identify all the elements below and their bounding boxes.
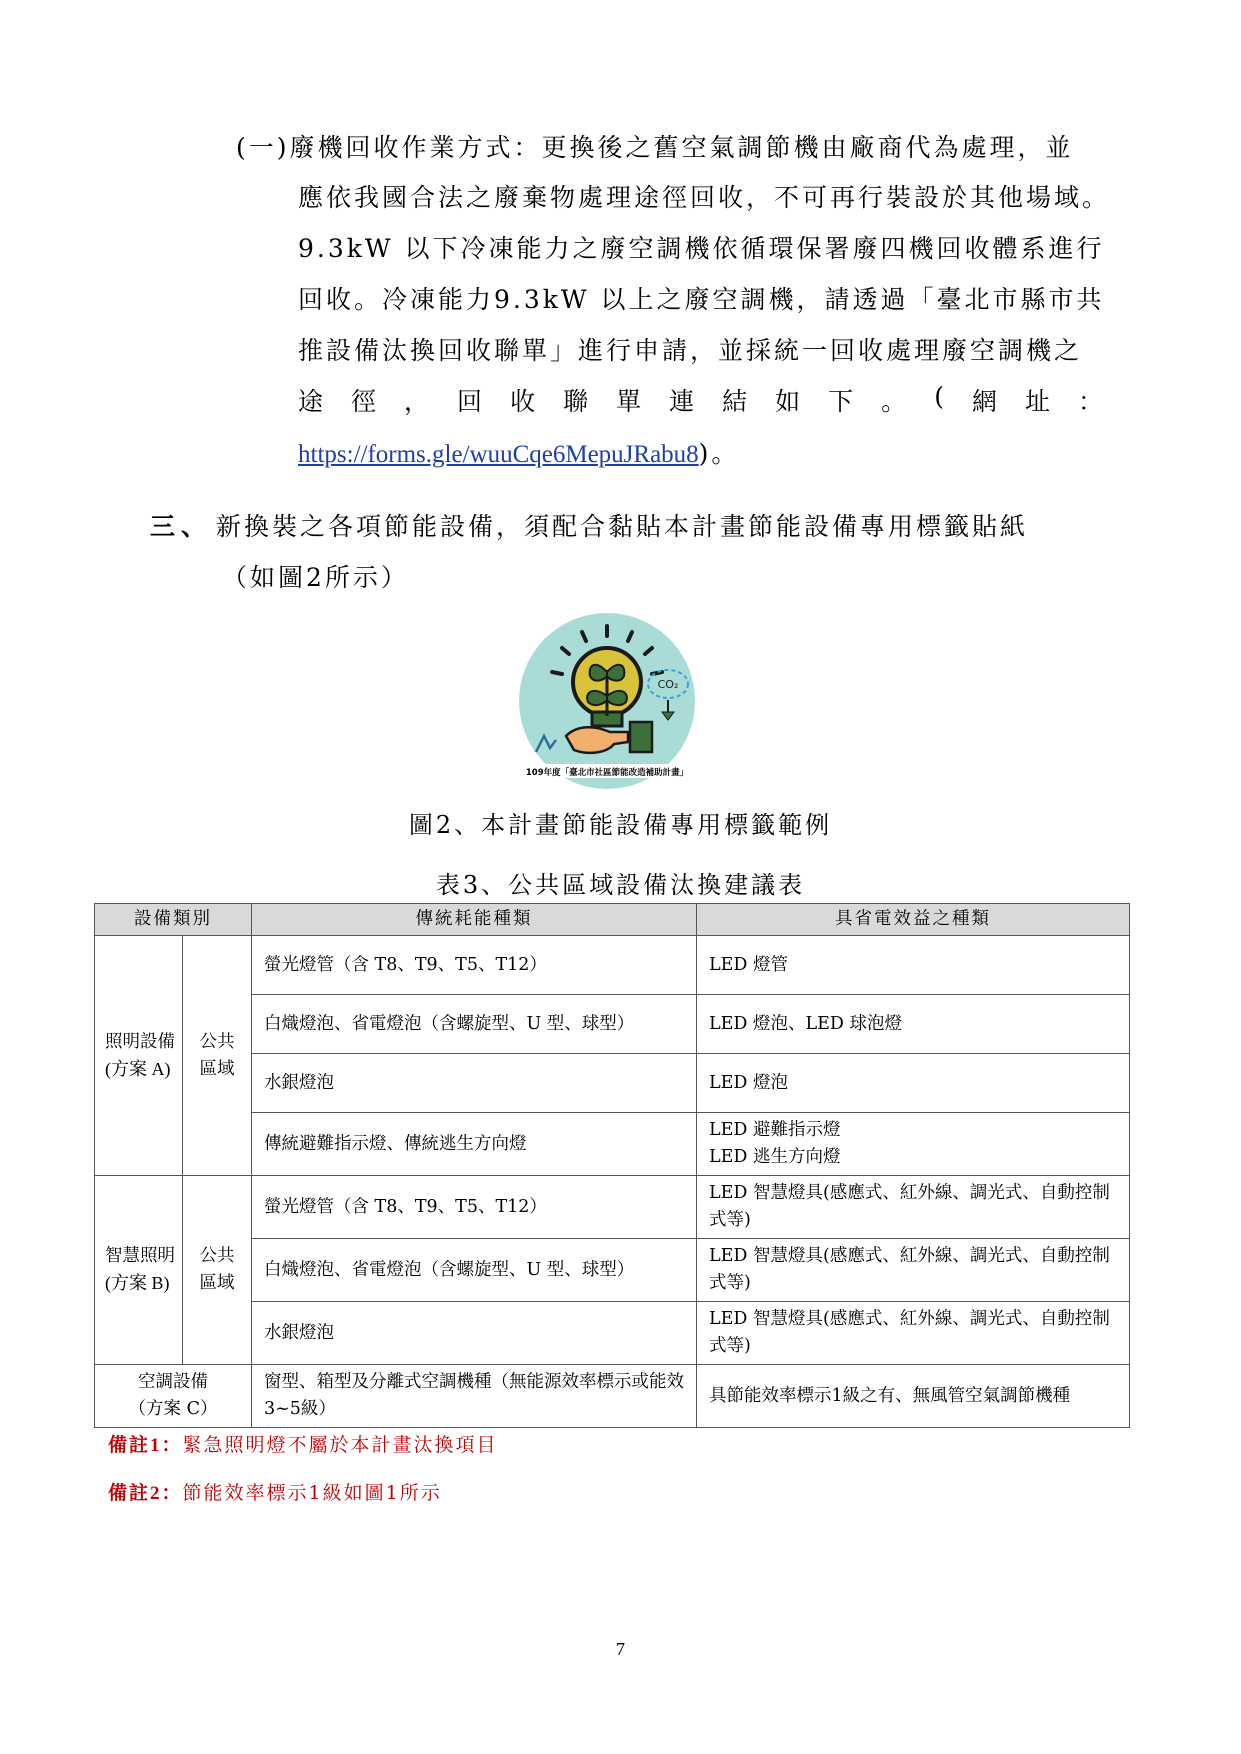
area-cell bbox=[183, 1176, 252, 1365]
lightbulb-plant-icon bbox=[518, 612, 696, 790]
new-cell: LED 智慧燈具(感應式、紅外線、調光式、自動控制式等) bbox=[697, 1302, 1130, 1365]
header-category: 設備類別 bbox=[95, 904, 252, 936]
section-three-label: 三、 bbox=[150, 512, 213, 541]
section-three-line-2: （如圖2所示） bbox=[222, 563, 409, 592]
justified-char: ， bbox=[404, 387, 433, 416]
area-line: 區域 bbox=[199, 1273, 235, 1293]
co2-text: CO₂ bbox=[657, 678, 679, 691]
plan-label: (方案 B) bbox=[105, 1273, 170, 1293]
category-name: 空調設備 bbox=[138, 1372, 208, 1392]
figure-caption: 圖2、本計畫節能設備專用標籤範例 bbox=[408, 811, 833, 839]
header-traditional: 傳統耗能種類 bbox=[252, 904, 697, 936]
justified-char: 回 bbox=[457, 387, 486, 416]
old-cell: 傳統避難指示燈、傳統逃生方向燈 bbox=[252, 1113, 697, 1176]
justified-char: 網 bbox=[971, 387, 1000, 416]
equipment-table bbox=[94, 903, 1130, 1428]
note-text: 緊急照明燈不屬於本計畫汰換項目 bbox=[182, 1434, 498, 1456]
area-line: 公共 bbox=[199, 1246, 235, 1266]
note-2 bbox=[108, 1478, 442, 1505]
table-row bbox=[95, 1176, 1130, 1239]
justified-char: 收 bbox=[510, 387, 539, 416]
category-cell bbox=[95, 936, 183, 1176]
form-link[interactable]: https://forms.gle/wuuCqe6MepuJRabu8 bbox=[298, 441, 699, 468]
paragraph-line-1: (一)廢機回收作業方式：更換後之舊空氣調節機由廠商代為處理，並 bbox=[236, 133, 1074, 162]
justified-char: 聯 bbox=[563, 387, 592, 416]
note-label: 備註1： bbox=[108, 1435, 183, 1456]
old-cell: 水銀燈泡 bbox=[252, 1302, 697, 1365]
new-cell: LED 燈泡、LED 球泡燈 bbox=[697, 995, 1130, 1054]
justified-char: 址 bbox=[1024, 387, 1053, 416]
area-line: 公共 bbox=[199, 1031, 235, 1052]
page-number: 7 bbox=[616, 1639, 625, 1659]
old-cell: 窗型、箱型及分離式空調機種（無能源效率標示或能效3~5級） bbox=[252, 1365, 697, 1428]
justified-char: 途 bbox=[298, 387, 327, 416]
header-efficient: 具省電效益之種類 bbox=[697, 904, 1130, 936]
badge-banner-text: 109年度「臺北市社區節能改造補助計畫」 bbox=[525, 768, 689, 778]
paragraph-line-7 bbox=[298, 434, 739, 470]
justified-char: 徑 bbox=[351, 387, 380, 416]
section-three-line-1: 新換裝之各項節能設備，須配合黏貼本計畫節能設備專用標籤貼紙 bbox=[216, 512, 1029, 541]
paragraph-line-5: 推設備汰換回收聯單」進行申請，並採統一回收處理廢空調機之 bbox=[298, 336, 1083, 365]
paragraph-line-2: 應依我國合法之廢棄物處理途徑回收，不可再行裝設於其他場域。 bbox=[298, 183, 1111, 212]
justified-char: 連 bbox=[669, 387, 698, 416]
old-cell: 螢光燈管（含 T8、T9、T5、T12） bbox=[252, 936, 697, 995]
table-caption: 表3、公共區域設備汰換建議表 bbox=[435, 871, 806, 899]
link-suffix: )。 bbox=[698, 439, 740, 468]
category-name: 照明設備 bbox=[105, 1031, 175, 1052]
new-cell: 具節能效率標示1級之有、無風管空氣調節機種 bbox=[697, 1365, 1130, 1428]
old-cell: 水銀燈泡 bbox=[252, 1054, 697, 1113]
note-text: 節能效率標示1級如圖1所示 bbox=[182, 1482, 442, 1504]
new-cell: LED 燈泡 bbox=[697, 1054, 1130, 1113]
paragraph-line-4: 回收。冷凍能力9.3kW 以上之廢空調機，請透過「臺北市縣市共 bbox=[298, 285, 1105, 314]
new-cell: LED 智慧燈具(感應式、紅外線、調光式、自動控制式等) bbox=[697, 1239, 1130, 1302]
new-line: LED 避難指示燈 bbox=[709, 1120, 841, 1140]
new-cell: LED 燈管 bbox=[697, 936, 1130, 995]
energy-label-badge bbox=[518, 612, 696, 790]
new-cell bbox=[697, 1113, 1130, 1176]
paragraph-line-3: 9.3kW 以下冷凍能力之廢空調機依循環保署廢四機回收體系進行 bbox=[298, 234, 1105, 263]
area-cell bbox=[183, 936, 252, 1176]
plan-label: （方案 C） bbox=[128, 1399, 218, 1419]
justified-char: ： bbox=[1077, 387, 1106, 416]
area-line: 區域 bbox=[199, 1058, 235, 1079]
category-name: 智慧照明 bbox=[105, 1246, 175, 1266]
note-1 bbox=[108, 1430, 498, 1457]
old-cell: 螢光燈管（含 T8、T9、T5、T12） bbox=[252, 1176, 697, 1239]
table-row bbox=[95, 1365, 1130, 1428]
old-cell: 白熾燈泡、省電燈泡（含螺旋型、U 型、球型） bbox=[252, 1239, 697, 1302]
justified-char: 。 bbox=[881, 387, 910, 416]
justified-char: 如 bbox=[775, 387, 804, 416]
new-cell: LED 智慧燈具(感應式、紅外線、調光式、自動控制式等) bbox=[697, 1176, 1130, 1239]
paragraph-line-6 bbox=[298, 382, 1106, 418]
note-label: 備註2： bbox=[108, 1483, 183, 1504]
new-line: LED 逃生方向燈 bbox=[709, 1147, 841, 1167]
justified-char: 下 bbox=[828, 387, 857, 416]
table-row bbox=[95, 936, 1130, 995]
justified-char: ( bbox=[934, 382, 947, 411]
category-cell bbox=[95, 1365, 252, 1428]
plan-label: (方案 A) bbox=[105, 1058, 171, 1079]
table-header-row bbox=[95, 904, 1130, 936]
justified-char: 單 bbox=[616, 387, 645, 416]
category-cell bbox=[95, 1176, 183, 1365]
old-cell: 白熾燈泡、省電燈泡（含螺旋型、U 型、球型） bbox=[252, 995, 697, 1054]
justified-char: 結 bbox=[722, 387, 751, 416]
